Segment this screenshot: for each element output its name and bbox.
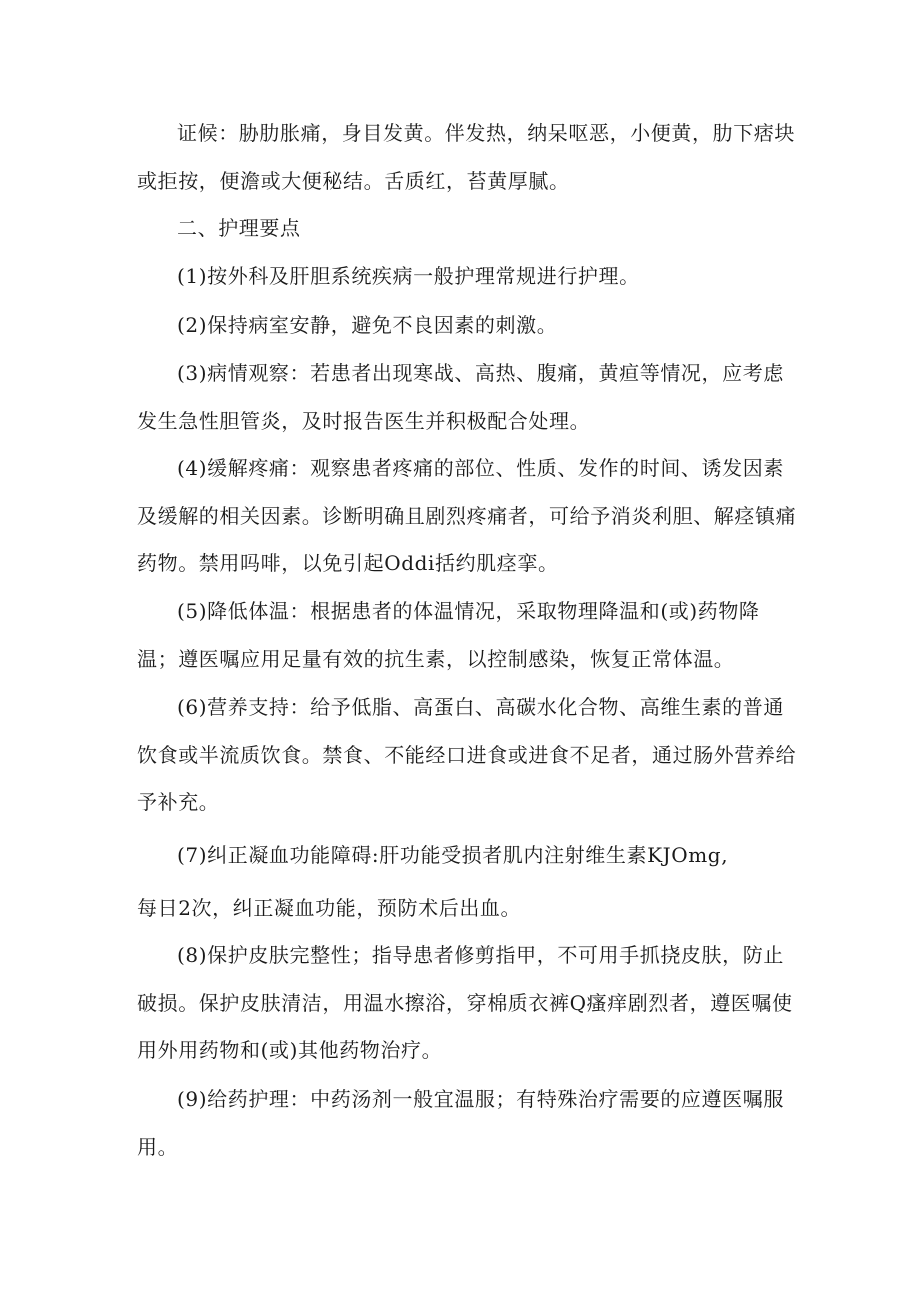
nursing-points-heading: 二、护理要点 — [177, 216, 301, 240]
item-8-text: (8)保护皮肤完整性；指导患者修剪指甲，不可用手抓挠皮肤，防止破损。保护皮肤清洁，用温水擦浴，穿棉质衣裤Q瘙痒剧烈者，遵医嘱使用外用药物和(或)其他药物治疗。 — [137, 943, 793, 1062]
item-4-paragraph — [137, 445, 797, 588]
item-1-text: (1)按外科及肝胆系统疾病一般护理常规进行护理。 — [177, 264, 640, 288]
item-5-paragraph — [137, 588, 797, 683]
item-7-paragraph — [137, 832, 797, 880]
paragraph-symptoms-text: 证候：胁肋胀痛，身目发黄。伴发热，纳呆呕恶，小便黄，肋下痞块或拒按，便澹或大便秘结。舌质红，苔黄厚腻。 — [137, 121, 795, 193]
item-7-continuation-text: 每日2次，纠正凝血功能，预防术后出血。 — [137, 896, 522, 920]
section-heading — [137, 205, 797, 253]
item-4-text: (4)缓解疼痛：观察患者疼痛的部位、性质、发作的时间、诱发因素及缓解的相关因素。诊断明确且剧烈疼痛者，可给予消炎利胆、解痉镇痛药物。禁用吗啡，以免引起Oddi括约肌痉挛。 — [137, 456, 797, 575]
item-3-paragraph — [137, 350, 797, 445]
item-3-text: (3)病情观察：若患者出现寒战、高热、腹痛，黄疸等情况，应考虑发生急性胆管炎，及时报告医生并积极配合处理。 — [137, 361, 784, 433]
item-2-text: (2)保持病室安静，避免不良因素的刺激。 — [177, 313, 558, 337]
item-6-paragraph — [137, 684, 797, 827]
symptoms-paragraph — [137, 110, 797, 205]
item-7-continuation — [137, 885, 797, 933]
item-6-text: (6)营养支持：给予低脂、高蛋白、高碳水化合物、高维生素的普通饮食或半流质饮食。禁食、不能经口进食或进食不足者，通过肠外营养给予补充。 — [137, 695, 797, 814]
item-8-paragraph — [137, 932, 797, 1075]
item-1-paragraph — [137, 253, 797, 301]
item-7-text: (7)纠正凝血功能障碍:肝功能受损者肌内注射维生素KJOmg, — [177, 843, 729, 867]
item-2-paragraph — [137, 302, 797, 350]
item-5-text: (5)降低体温：根据患者的体温情况，采取物理降温和(或)药物降温；遵医嘱应用足量有效的抗生素，以控制感染，恢复正常体温。 — [137, 599, 760, 671]
item-9-text: (9)给药护理：中药汤剂一般宜温服；有特殊治疗需要的应遵医嘱服用。 — [137, 1087, 784, 1159]
item-9-paragraph — [137, 1076, 797, 1171]
